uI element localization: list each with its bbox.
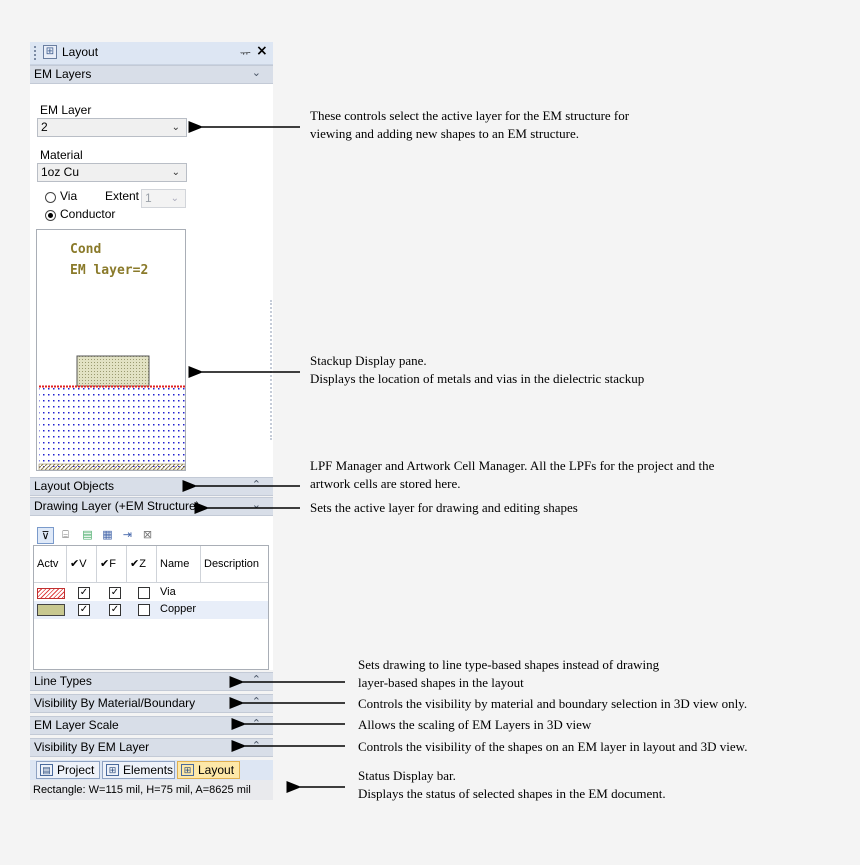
layout-icon: ⊞ <box>43 45 57 59</box>
extent-value: 1 <box>145 191 152 205</box>
col-name[interactable]: Name <box>157 546 201 582</box>
move-layer-icon[interactable]: ▦ <box>102 528 113 541</box>
collapse-icon[interactable]: ⌄ <box>251 499 261 511</box>
col-f[interactable]: ✔F <box>97 546 127 582</box>
annotation-drawing-layer: Sets the active layer for drawing and editing shapes <box>310 500 578 515</box>
project-icon: ▤ <box>40 764 53 776</box>
chevron-down-icon: ⌄ <box>170 193 179 204</box>
em-layers-title: EM Layers <box>34 67 92 81</box>
chevron-down-icon: ⌄ <box>171 122 180 133</box>
annotation-lpf-2: artwork cells are stored here. <box>310 476 461 491</box>
layer-name: Via <box>160 586 176 598</box>
collapse-icon[interactable]: ⌄ <box>251 67 261 79</box>
expand-icon[interactable]: ⌃ <box>251 718 261 730</box>
em-layer-value: 2 <box>41 120 48 134</box>
add-layer-icon[interactable]: ▤ <box>82 528 93 541</box>
annotation-status-2: Displays the status of selected shapes in the EM document. <box>358 786 666 801</box>
material-value: 1oz Cu <box>41 165 80 179</box>
status-bar: Rectangle: W=115 mil, H=75 mil, A=8625 mil <box>30 780 273 800</box>
pin-icon[interactable]: ᅲ <box>240 47 251 60</box>
annotation-stackup-2: Displays the location of metals and vias in the dielectric stackup <box>310 371 645 386</box>
expand-icon[interactable]: ⌃ <box>251 696 261 708</box>
fill-checkbox[interactable]: ✓ <box>110 587 120 598</box>
col-description[interactable]: Description <box>204 558 260 570</box>
annotation-visibility-em: Controls the visibility of the shapes on an EM layer in layout and 3D view. <box>358 739 748 754</box>
annotation-stackup-1: Stackup Display pane. <box>310 353 427 368</box>
fill-checkbox[interactable]: ✓ <box>110 604 120 615</box>
drawing-layer-title: Drawing Layer (+EM Structure) <box>34 499 200 513</box>
annotation-line-types-2: layer-based shapes in the layout <box>358 675 524 690</box>
visible-checkbox[interactable]: ✓ <box>79 604 89 615</box>
em-layer-scale-title: EM Layer Scale <box>34 718 119 732</box>
expand-icon[interactable]: ⌃ <box>251 740 261 752</box>
visibility-material-title: Visibility By Material/Boundary <box>34 696 196 710</box>
col-z[interactable]: ✔Z <box>127 546 157 582</box>
elements-icon: ⊞ <box>106 764 119 776</box>
visibility-em-layer-title: Visibility By EM Layer <box>34 740 150 754</box>
em-layer-label: EM Layer <box>40 103 92 117</box>
tab-layout-label: Layout <box>198 763 235 777</box>
annotation-visibility-material: Controls the visibility by material and boundary selection in 3D view only. <box>358 696 748 711</box>
export-layer-icon[interactable]: ⇥ <box>122 528 133 541</box>
annotation-status-1: Status Display bar. <box>358 768 456 783</box>
conductor-label: Conductor <box>60 207 116 221</box>
col-actv[interactable]: Actv <box>34 546 67 582</box>
tab-elements-label: Elements <box>123 763 174 777</box>
annotation-lpf-1: LPF Manager and Artwork Cell Manager. All the LPFs for the project and the <box>310 458 715 473</box>
annotation-em-layer-2: viewing and adding new shapes to an EM structure. <box>310 126 579 141</box>
material-label: Material <box>40 148 83 162</box>
annotation-em-layer-1: These controls select the active layer for the EM structure for <box>310 108 630 123</box>
via-label: Via <box>60 189 78 203</box>
layout-icon: ⊞ <box>181 764 194 776</box>
expand-icon[interactable]: ⌃ <box>251 479 261 491</box>
visible-checkbox[interactable]: ✓ <box>79 587 89 598</box>
delete-layer-icon[interactable]: ⊠ <box>142 528 153 541</box>
expand-icon[interactable]: ⌃ <box>251 674 261 686</box>
annotation-line-types-1: Sets drawing to line type-based shapes instead of drawing <box>358 657 660 672</box>
layer-list-icon[interactable]: ⌸ <box>62 528 69 541</box>
layer-name: Copper <box>160 603 197 615</box>
stackup-label-1: Cond <box>70 242 102 257</box>
tab-project-label: Project <box>57 763 95 777</box>
layout-objects-title: Layout Objects <box>34 479 115 493</box>
annotation-em-scale: Allows the scaling of EM Layers in 3D view <box>358 717 592 732</box>
extent-label: Extent <box>105 189 140 203</box>
close-icon[interactable]: × <box>256 43 268 59</box>
panel-title: Layout <box>62 45 99 59</box>
filter-icon[interactable]: ⊽ <box>37 527 54 544</box>
col-v[interactable]: ✔V <box>67 546 97 582</box>
stackup-label-2: EM layer=2 <box>70 263 149 278</box>
chevron-down-icon: ⌄ <box>171 167 180 178</box>
line-types-title: Line Types <box>34 674 92 688</box>
